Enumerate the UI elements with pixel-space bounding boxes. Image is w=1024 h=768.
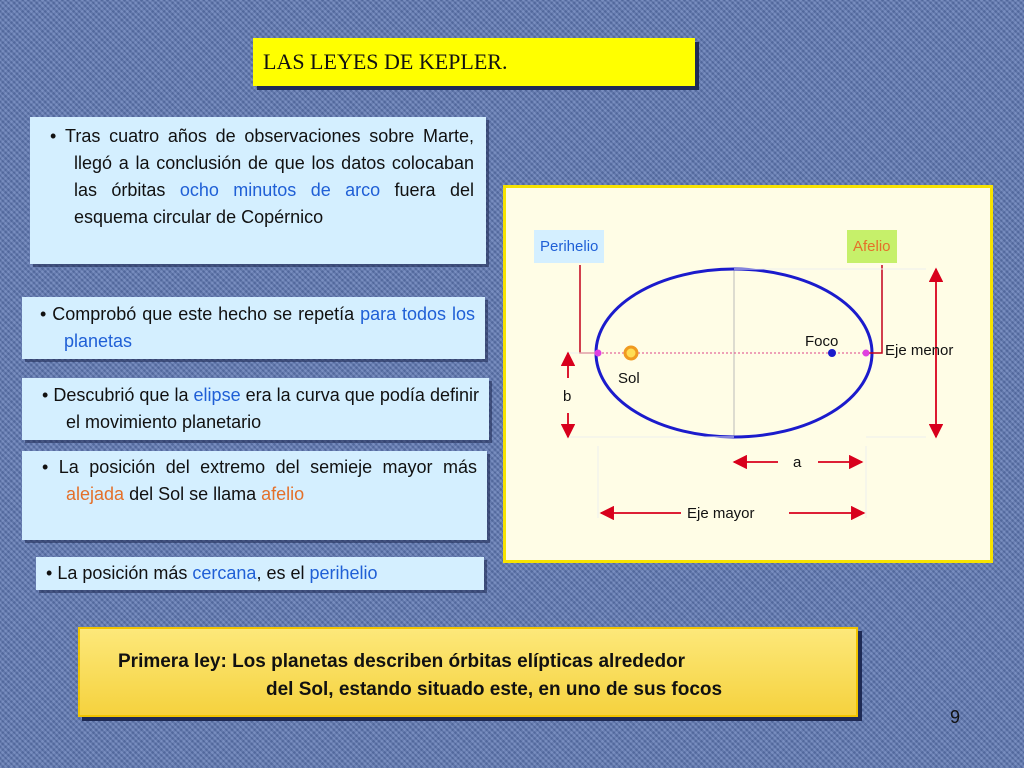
perihelio-point (595, 350, 602, 357)
sol-label: Sol (618, 370, 640, 387)
foco-label: Foco (805, 333, 839, 350)
page-number: 9 (950, 707, 961, 727)
text-box-planetas: • Comprobó que este hecho se repetía para todos los planetas (22, 297, 485, 359)
afelio-point (863, 350, 870, 357)
focus-point (828, 349, 836, 357)
afelio-label: Afelio (847, 230, 897, 263)
b-label: b (563, 388, 572, 405)
perihelio-connector (580, 265, 598, 353)
bullet-icon: • (46, 563, 58, 583)
text-box-perihelio: • La posición más cercana, es el perihelio (36, 557, 484, 590)
bullet-icon: • (40, 304, 53, 324)
afelio-connector (866, 265, 882, 353)
sun-icon (625, 347, 637, 359)
bullet-icon: • (42, 457, 59, 477)
bullet-icon: • (42, 385, 54, 405)
primera-ley-line2: del Sol, estando situado este, en uno de sus focos (266, 679, 723, 700)
bullet-icon: • (50, 126, 66, 146)
primera-ley-box (78, 627, 858, 717)
perihelio-label: Perihelio (534, 230, 604, 263)
text-box-afelio: • La posición del extremo del semieje mayor más alejada del Sol se llama afelio (22, 451, 487, 540)
ellipse-diagram (503, 185, 993, 563)
a-label: a (793, 454, 802, 471)
text-box-elipse: • Descubrió que la elipse era la curva que podía definir el movimiento planetario (22, 378, 489, 440)
eje-mayor-label: Eje mayor (687, 505, 755, 522)
eje-menor-label: Eje menor (885, 342, 954, 359)
primera-ley-line1: Primera ley: Los planetas describen órbitas elípticas alrededor (118, 651, 686, 672)
page-title: LAS LEYES DE KEPLER. (253, 38, 695, 86)
text-box-observaciones: • Tras cuatro años de observaciones sobre Marte, llegó a la conclusión de que los datos colocaban las órbitas ocho minutos de arco fuera del esquema circular de Copérnico (30, 117, 486, 264)
